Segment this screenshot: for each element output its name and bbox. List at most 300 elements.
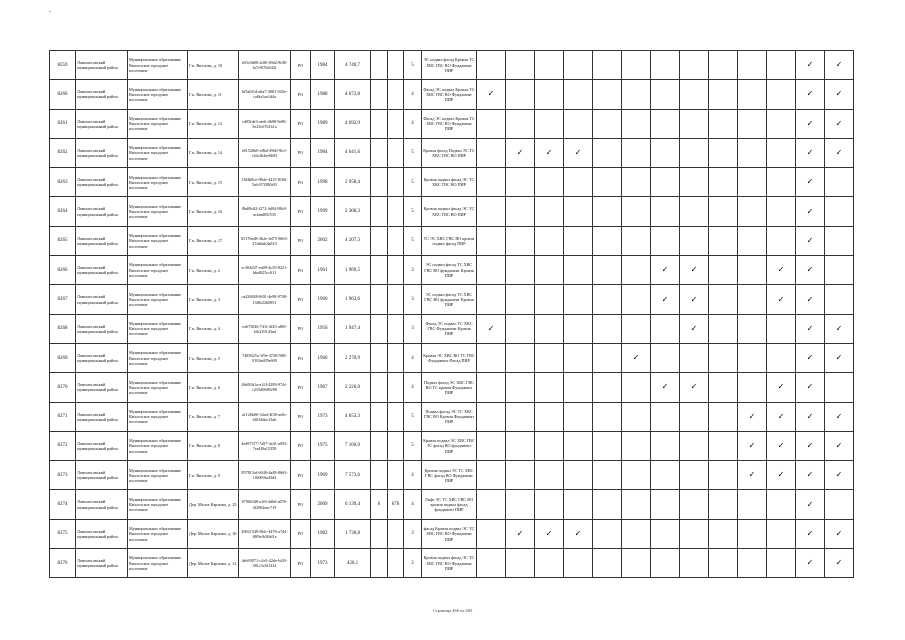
- work-flag-cell: [796, 51, 825, 80]
- work-flag-cell: [680, 109, 709, 138]
- work-flag-cell: [477, 343, 506, 372]
- area-cell: 2 958,4: [335, 168, 371, 197]
- work-flag-cell: [593, 519, 622, 548]
- work-flag-cell: [651, 314, 680, 343]
- checkmark-icon: ✓: [777, 411, 785, 421]
- work-flag-cell: [738, 109, 767, 138]
- form-cell: РО: [291, 343, 311, 372]
- work-flag-cell: [506, 549, 535, 578]
- work-flag-cell: [506, 256, 535, 285]
- work-flag-cell: [622, 343, 651, 372]
- table-row: [50, 109, 854, 138]
- work-flag-cell: [709, 402, 738, 431]
- owner-cell: Муниципальное образование Виллозское городское поселение: [128, 373, 188, 402]
- work-flag-cell: [506, 51, 535, 80]
- address-cell: Г.п. Виллози, д. 11: [188, 80, 239, 109]
- checkmark-icon: ✓: [835, 60, 843, 70]
- work-flag-cell: [535, 314, 564, 343]
- row-number: 8265: [50, 226, 76, 255]
- work-flag-cell: [825, 402, 854, 431]
- work-flag-cell: [825, 314, 854, 343]
- work-flag-cell: [680, 138, 709, 167]
- work-flag-cell: [477, 168, 506, 197]
- address-cell: Г.п. Виллози, д. 15: [188, 168, 239, 197]
- year-cell: 2002: [311, 226, 335, 255]
- form-cell: РО: [291, 109, 311, 138]
- work-flag-cell: [564, 138, 593, 167]
- district-cell: Ломоносовский муниципальный район: [76, 431, 128, 460]
- work-flag-cell: [767, 402, 796, 431]
- floors-cell: 5: [404, 431, 422, 460]
- checkmark-icon: ✓: [777, 441, 785, 450]
- work-flag-cell: [535, 109, 564, 138]
- work-flag-cell: [564, 490, 593, 519]
- work-flag-cell: [796, 197, 825, 226]
- extra-cell-a: [371, 226, 388, 255]
- row-number: 8260: [50, 80, 76, 109]
- year-cell: 1961: [311, 256, 335, 285]
- work-flag-cell: [564, 343, 593, 372]
- work-flag-cell: [593, 138, 622, 167]
- work-flag-cell: [622, 226, 651, 255]
- work-flag-cell: [506, 80, 535, 109]
- row-number: 8262: [50, 138, 76, 167]
- work-flag-cell: [651, 285, 680, 314]
- checkmark-icon: ✓: [748, 441, 756, 450]
- extra-cell-b: [388, 373, 404, 402]
- work-flag-cell: [477, 256, 506, 285]
- work-flag-cell: [767, 519, 796, 548]
- area-cell: 1 947,4: [335, 314, 371, 343]
- checkmark-icon: ✓: [806, 206, 814, 216]
- table-row: [50, 519, 854, 548]
- work-flag-cell: [506, 285, 535, 314]
- row-number: 8269: [50, 343, 76, 372]
- work-flag-cell: [506, 519, 535, 548]
- works-cell: Подвал фасад ЭС ТС ХВС ГВС ВО Кровля Фундамент ПИР: [422, 402, 477, 431]
- checkmark-icon: ✓: [487, 89, 495, 99]
- checkmark-icon: ✓: [806, 499, 814, 509]
- work-flag-cell: [477, 461, 506, 490]
- work-flag-cell: [738, 461, 767, 490]
- work-flag-cell: [535, 549, 564, 578]
- address-cell: Г.п. Виллози, д. 3: [188, 285, 239, 314]
- floors-cell: 3: [404, 256, 422, 285]
- work-flag-cell: [796, 461, 825, 490]
- checkmark-icon: ✓: [806, 177, 814, 187]
- work-flag-cell: [709, 168, 738, 197]
- district-cell: Ломоносовский муниципальный район: [76, 80, 128, 109]
- work-flag-cell: [535, 197, 564, 226]
- row-number: 8275: [50, 519, 76, 548]
- checkmark-icon: ✓: [777, 382, 785, 392]
- table-row: [50, 343, 854, 372]
- year-cell: 1984: [311, 51, 335, 80]
- work-flag-cell: [680, 519, 709, 548]
- work-flag-cell: [622, 168, 651, 197]
- owner-cell: Муниципальное образование Виллозское городское поселение: [128, 138, 188, 167]
- work-flag-cell: [796, 226, 825, 255]
- checkmark-icon: ✓: [806, 411, 814, 421]
- table-body: [50, 51, 854, 578]
- form-cell: РО: [291, 549, 311, 578]
- address-cell: Г.п. Виллози, д. 8: [188, 431, 239, 460]
- address-cell: Г.п. Виллози, д. 9: [188, 461, 239, 490]
- checkmark-icon: ✓: [487, 323, 495, 333]
- owner-cell: Муниципальное образование Виллозское городское поселение: [128, 256, 188, 285]
- work-flag-cell: [593, 285, 622, 314]
- address-cell: Г.п. Виллози, д. 14: [188, 138, 239, 167]
- checkmark-icon: ✓: [835, 118, 843, 128]
- work-flag-cell: [767, 80, 796, 109]
- work-flag-cell: [709, 314, 738, 343]
- work-flag-cell: [825, 51, 854, 80]
- extra-cell-a: [371, 431, 388, 460]
- checkmark-icon: ✓: [806, 558, 814, 568]
- work-flag-cell: [506, 373, 535, 402]
- extra-cell-a: [371, 343, 388, 372]
- checkmark-icon: ✓: [777, 265, 785, 275]
- work-flag-cell: [825, 138, 854, 167]
- work-flag-cell: [564, 314, 593, 343]
- address-cell: Дер. Малое Карлино, д. 31: [188, 549, 239, 578]
- work-flag-cell: [622, 490, 651, 519]
- works-cell: ЭС подвал фасад ТС ХВС ГВС ВО фундамент Кровля ПИР: [422, 285, 477, 314]
- work-flag-cell: [535, 285, 564, 314]
- floors-cell: 3: [404, 285, 422, 314]
- work-flag-cell: [709, 109, 738, 138]
- row-number: 8267: [50, 285, 76, 314]
- work-flag-cell: [680, 549, 709, 578]
- work-flag-cell: [738, 138, 767, 167]
- extra-cell-b: [388, 109, 404, 138]
- work-flag-cell: [825, 168, 854, 197]
- year-cell: 1969: [311, 461, 335, 490]
- extra-cell-a: [371, 51, 388, 80]
- checkmark-icon: ✓: [777, 470, 785, 480]
- guid-cell: 6706f048-a1f6-4d6d-a076-4f2902eec719: [239, 490, 291, 519]
- checkmark-icon: ✓: [835, 470, 843, 480]
- work-flag-cell: [564, 256, 593, 285]
- works-cell: фасад Кровля подвал ЭС ТС ХВС ГВС ВО Фундамент ПИР: [422, 519, 477, 548]
- works-cell: Кровля подвал ЭС ТС ХВС ГВС фасад ВО Фундамент ПИР: [422, 461, 477, 490]
- work-flag-cell: [593, 373, 622, 402]
- district-cell: Ломоносовский муниципальный район: [76, 197, 128, 226]
- work-flag-cell: [535, 373, 564, 402]
- work-flag-cell: [622, 461, 651, 490]
- address-cell: Г.п. Виллози, д. 5: [188, 343, 239, 372]
- extra-cell-b: [388, 314, 404, 343]
- work-flag-cell: [651, 197, 680, 226]
- work-flag-cell: [738, 343, 767, 372]
- work-flag-cell: [738, 285, 767, 314]
- works-cell: Фасад ЭС подвал Кровля ТС ХВС ГВС ВО Фундамент ПИР: [422, 80, 477, 109]
- extra-cell-b: [388, 80, 404, 109]
- work-flag-cell: [767, 549, 796, 578]
- work-flag-cell: [564, 285, 593, 314]
- checkmark-icon: ✓: [690, 323, 698, 333]
- guid-cell: ea675046-741f-4f45-a8f0-1eb2291d3ad: [239, 314, 291, 343]
- work-flag-cell: [477, 490, 506, 519]
- work-flag-cell: [709, 197, 738, 226]
- checkmark-icon: ✓: [690, 382, 698, 392]
- address-cell: Г.п. Виллози, д. 17: [188, 226, 239, 255]
- guid-cell: 18f4b8ce-98de-4415-8160-5afc97f38fb03: [239, 168, 291, 197]
- work-flag-cell: [477, 431, 506, 460]
- row-number: 8273: [50, 461, 76, 490]
- work-flag-cell: [535, 519, 564, 548]
- work-flag-cell: [535, 256, 564, 285]
- district-cell: Ломоносовский муниципальный район: [76, 490, 128, 519]
- district-cell: Ломоносовский муниципальный район: [76, 138, 128, 167]
- work-flag-cell: [825, 343, 854, 372]
- works-cell: Кровля подвал ЭС ХВС ГВС ТС фасад ВО фундамент ПИР: [422, 431, 477, 460]
- floors-cell: 2: [404, 549, 422, 578]
- area-cell: 4 653,3: [335, 402, 371, 431]
- works-cell: ЭС подвал фасад ТС ХВС ГВС ВО фундамент Кровля ПИР: [422, 256, 477, 285]
- table-row: [50, 402, 854, 431]
- area-cell: 1 730,8: [335, 519, 371, 548]
- district-cell: Ломоносовский муниципальный район: [76, 256, 128, 285]
- form-cell: РО: [291, 314, 311, 343]
- owner-cell: Муниципальное образование Виллозское городское поселение: [128, 197, 188, 226]
- floors-cell: 4: [404, 373, 422, 402]
- extra-cell-a: [371, 402, 388, 431]
- district-cell: Ломоносовский муниципальный район: [76, 314, 128, 343]
- registry-table-sheet: [49, 50, 843, 578]
- owner-cell: Муниципальное образование Виллозское городское поселение: [128, 519, 188, 548]
- extra-cell-b: [388, 549, 404, 578]
- guid-cell: a1126b06-34ad-4f38-ae0c-b8f1ddec33ab: [239, 402, 291, 431]
- work-flag-cell: [477, 138, 506, 167]
- area-cell: 4 692,9: [335, 109, 371, 138]
- work-flag-cell: [709, 431, 738, 460]
- work-flag-cell: [506, 343, 535, 372]
- work-flag-cell: [738, 80, 767, 109]
- guid-cell: 4b601b1a-a1f4-4289-974c-c255d0689298: [239, 373, 291, 402]
- work-flag-cell: [709, 461, 738, 490]
- table-row: [50, 490, 854, 519]
- row-number: 8276: [50, 549, 76, 578]
- guid-cell: 8bd0bff2-f272-4d94-88c8-acfaad05f535: [239, 197, 291, 226]
- checkmark-icon: ✓: [806, 265, 814, 275]
- work-flag-cell: [651, 373, 680, 402]
- works-cell: Кровля подвал фасад ЭС ТС ХВС ГВС ВО Фундамент ПИР: [422, 549, 477, 578]
- extra-cell-b: [388, 138, 404, 167]
- works-cell: Кровля подвал фасад ЭС ТС ХВС ГВС ВО ПИР: [422, 197, 477, 226]
- work-flag-cell: [709, 80, 738, 109]
- work-flag-cell: [506, 109, 535, 138]
- work-flag-cell: [651, 109, 680, 138]
- work-flag-cell: [564, 549, 593, 578]
- guid-cell: ec304d37-ea09-4c39-8221-bba8f25cc611: [239, 256, 291, 285]
- checkmark-icon: ✓: [806, 294, 814, 304]
- work-flag-cell: [796, 314, 825, 343]
- work-flag-cell: [622, 256, 651, 285]
- work-flag-cell: [738, 168, 767, 197]
- work-flag-cell: [651, 343, 680, 372]
- checkmark-icon: ✓: [545, 528, 553, 538]
- floors-cell: 5: [404, 138, 422, 167]
- work-flag-cell: [506, 226, 535, 255]
- work-flag-cell: [593, 461, 622, 490]
- form-cell: РО: [291, 256, 311, 285]
- work-flag-cell: [796, 168, 825, 197]
- work-flag-cell: [622, 402, 651, 431]
- extra-cell-b: [388, 197, 404, 226]
- work-flag-cell: [825, 80, 854, 109]
- year-cell: 1982: [311, 519, 335, 548]
- work-flag-cell: [680, 256, 709, 285]
- checkmark-icon: ✓: [806, 528, 814, 538]
- extra-cell-a: [371, 373, 388, 402]
- address-cell: Г.п. Виллози, д. 16: [188, 197, 239, 226]
- guid-cell: e81526b0-e8bd-49b0-9fcf-c44cfb4ee6b93: [239, 138, 291, 167]
- area-cell: 7 160,0: [335, 431, 371, 460]
- work-flag-cell: [767, 256, 796, 285]
- work-flag-cell: [622, 80, 651, 109]
- guid-cell: 65176ed8-3b2e-4d75-9663-27da6ab3a810: [239, 226, 291, 255]
- work-flag-cell: [506, 490, 535, 519]
- extra-cell-b: [388, 256, 404, 285]
- floors-cell: 5: [404, 226, 422, 255]
- guid-cell: e63c0d00-2df0-49d2-8f40-fa7e9f76e6f2f: [239, 51, 291, 80]
- work-flag-cell: [680, 285, 709, 314]
- work-flag-cell: [564, 519, 593, 548]
- owner-cell: Муниципальное образование Виллозское городское поселение: [128, 51, 188, 80]
- work-flag-cell: [564, 80, 593, 109]
- work-flag-cell: [651, 226, 680, 255]
- address-cell: Дер. Малое Карлино, д. 25: [188, 490, 239, 519]
- extra-cell-a: [371, 549, 388, 578]
- area-cell: 2 270,9: [335, 343, 371, 372]
- area-cell: 2 226,0: [335, 373, 371, 402]
- checkmark-icon: ✓: [574, 528, 582, 538]
- work-flag-cell: [593, 226, 622, 255]
- work-flag-cell: [593, 549, 622, 578]
- work-flag-cell: [506, 168, 535, 197]
- area-cell: 7 573,6: [335, 461, 371, 490]
- work-flag-cell: [477, 109, 506, 138]
- work-flag-cell: [709, 519, 738, 548]
- owner-cell: Муниципальное образование Виллозское городское поселение: [128, 314, 188, 343]
- work-flag-cell: [825, 226, 854, 255]
- table-row: [50, 314, 854, 343]
- extra-cell-b: [388, 343, 404, 372]
- row-number: 8270: [50, 373, 76, 402]
- work-flag-cell: [680, 314, 709, 343]
- checkmark-icon: ✓: [835, 89, 843, 99]
- row-number: 8264: [50, 197, 76, 226]
- work-flag-cell: [622, 431, 651, 460]
- floors-cell: 4: [404, 490, 422, 519]
- area-cell: 4 672,8: [335, 80, 371, 109]
- extra-cell-a: [371, 256, 388, 285]
- work-flag-cell: [535, 226, 564, 255]
- work-flag-cell: [564, 226, 593, 255]
- table-row: [50, 138, 854, 167]
- work-flag-cell: [535, 461, 564, 490]
- extra-cell-a: [371, 285, 388, 314]
- work-flag-cell: [767, 226, 796, 255]
- floors-cell: 4: [404, 109, 422, 138]
- work-flag-cell: [593, 490, 622, 519]
- row-number: 8263: [50, 168, 76, 197]
- extra-cell-b: [388, 226, 404, 255]
- work-flag-cell: [825, 431, 854, 460]
- form-cell: РО: [291, 80, 311, 109]
- work-flag-cell: [796, 343, 825, 372]
- guid-cell: 4eb93071-c2e5-42de-bf43-381c3c0f1434: [239, 549, 291, 578]
- work-flag-cell: [593, 197, 622, 226]
- district-cell: Ломоносовский муниципальный район: [76, 402, 128, 431]
- table-row: [50, 197, 854, 226]
- checkmark-icon: ✓: [806, 470, 814, 480]
- district-cell: Ломоносовский муниципальный район: [76, 519, 128, 548]
- table-row: [50, 256, 854, 285]
- address-cell: Г.п. Виллози, д. 4: [188, 314, 239, 343]
- work-flag-cell: [593, 80, 622, 109]
- year-cell: 1998: [311, 168, 335, 197]
- year-cell: 1973: [311, 402, 335, 431]
- work-flag-cell: [477, 197, 506, 226]
- work-flag-cell: [825, 373, 854, 402]
- form-cell: РО: [291, 519, 311, 548]
- page-footer: Страница 466 из 683: [432, 608, 473, 613]
- checkmark-icon: ✓: [806, 89, 814, 99]
- work-flag-cell: [564, 461, 593, 490]
- work-flag-cell: [506, 402, 535, 431]
- year-cell: 1960: [311, 343, 335, 372]
- work-flag-cell: [477, 402, 506, 431]
- work-flag-cell: [477, 226, 506, 255]
- work-flag-cell: [477, 80, 506, 109]
- row-number: 8259: [50, 51, 76, 80]
- work-flag-cell: [564, 373, 593, 402]
- extra-cell-a: [371, 168, 388, 197]
- area-cell: 4 740,7: [335, 51, 371, 80]
- work-flag-cell: [680, 168, 709, 197]
- work-flag-cell: [564, 197, 593, 226]
- work-flag-cell: [622, 373, 651, 402]
- floors-cell: 5: [404, 402, 422, 431]
- work-flag-cell: [738, 431, 767, 460]
- checkmark-icon: ✓: [690, 265, 698, 275]
- work-flag-cell: [651, 519, 680, 548]
- checkmark-icon: ✓: [835, 558, 843, 568]
- owner-cell: Муниципальное образование Виллозское городское поселение: [128, 549, 188, 578]
- row-number: 8268: [50, 314, 76, 343]
- extra-cell-b: [388, 461, 404, 490]
- work-flag-cell: [825, 461, 854, 490]
- district-cell: Ломоносовский муниципальный район: [76, 226, 128, 255]
- work-flag-cell: [767, 490, 796, 519]
- work-flag-cell: [680, 343, 709, 372]
- work-flag-cell: [738, 549, 767, 578]
- owner-cell: Муниципальное образование Виллозское городское поселение: [128, 461, 188, 490]
- checkmark-icon: ✓: [690, 294, 698, 304]
- work-flag-cell: [477, 519, 506, 548]
- address-cell: Г.п. Виллози, д. 2: [188, 256, 239, 285]
- owner-cell: Муниципальное образование Виллозское городское поселение: [128, 109, 188, 138]
- work-flag-cell: [506, 138, 535, 167]
- row-number: 8271: [50, 402, 76, 431]
- area-cell: 2 308,3: [335, 197, 371, 226]
- owner-cell: Муниципальное образование Виллозское городское поселение: [128, 226, 188, 255]
- checkmark-icon: ✓: [574, 148, 582, 158]
- guid-cell: ca426848-0f01-4e98-9749-13f8e22b0851: [239, 285, 291, 314]
- guid-cell: 6f5a6f1d-a6a7-4081-945e-ca6fa1aa1d4a: [239, 80, 291, 109]
